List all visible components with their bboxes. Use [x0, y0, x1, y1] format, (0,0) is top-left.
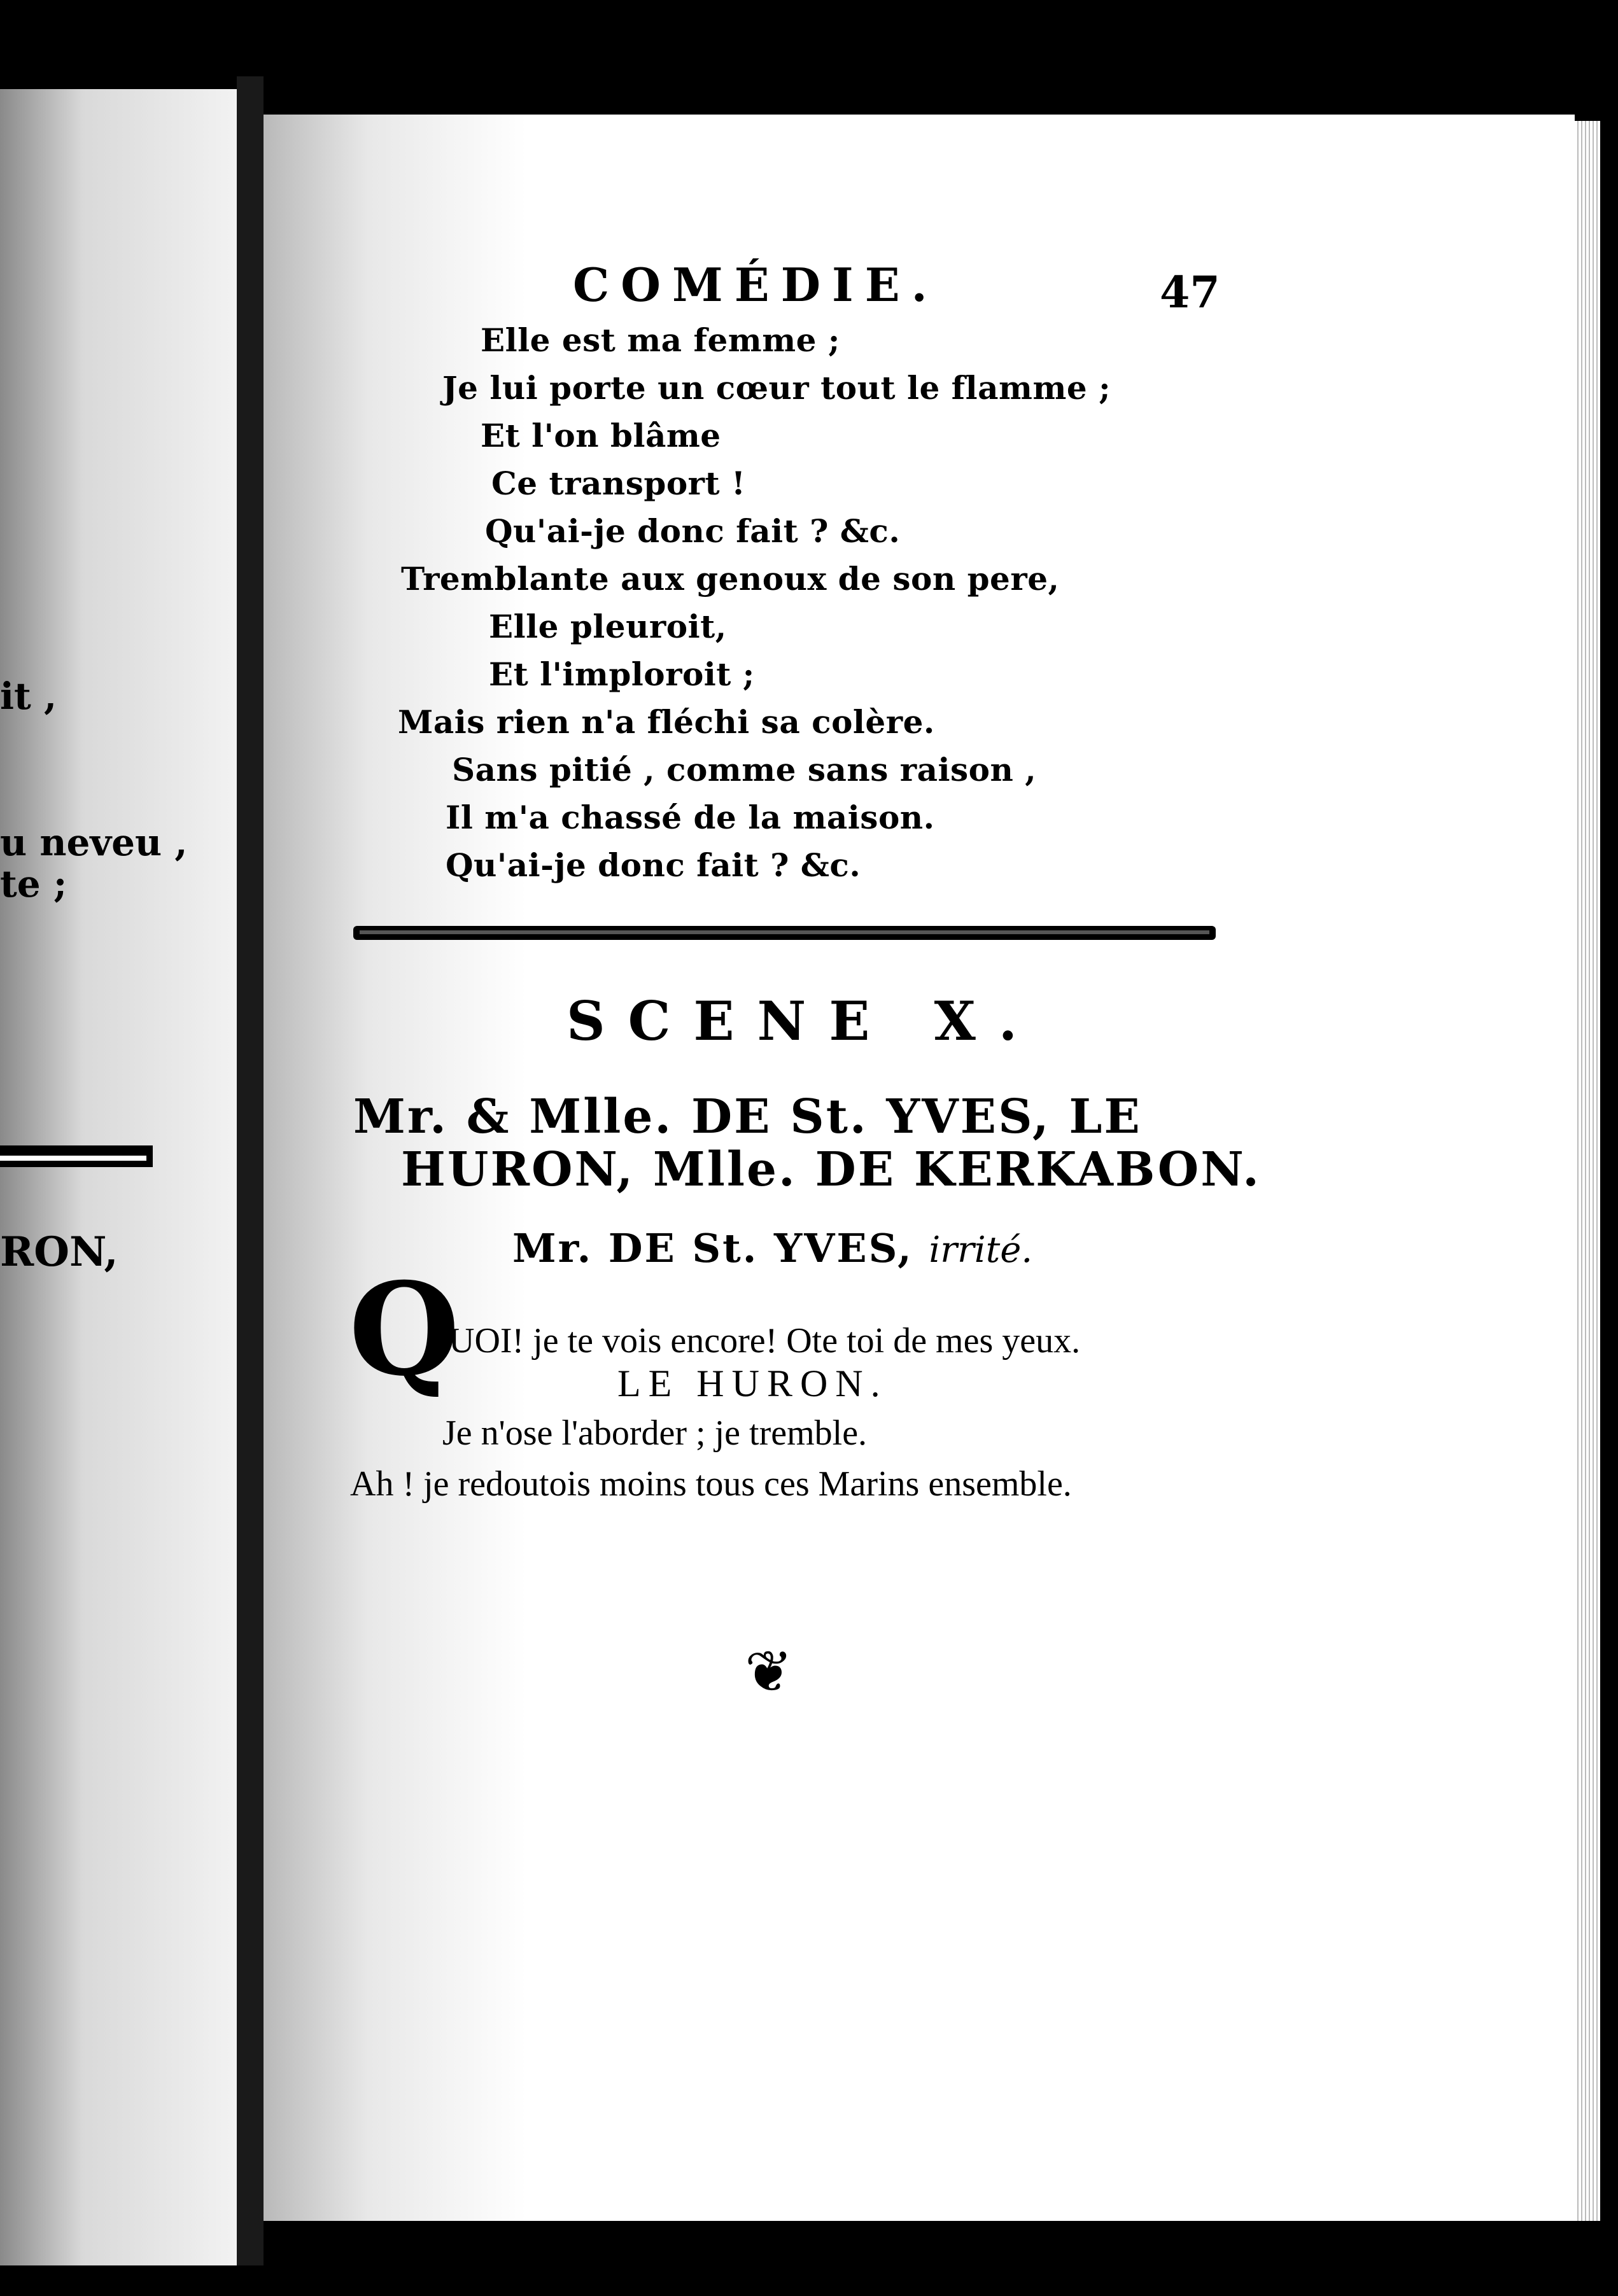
verse-line: Tremblante aux genoux de son pere, [401, 560, 1060, 598]
left-page-fragment: it , [0, 675, 57, 718]
verse-line: Et l'imploroit ; [489, 655, 755, 693]
drop-cap: Q [349, 1255, 460, 1404]
dialogue-line: Je n'ose l'aborder ; je tremble. [442, 1413, 868, 1453]
left-page-fragment: RON, [0, 1228, 118, 1276]
verse-line: Mais rien n'a fléchi sa colère. [398, 703, 935, 741]
speaker-heading [512, 1225, 1032, 1271]
left-facing-page [0, 89, 237, 2265]
left-page-fragment: te ; [0, 862, 67, 906]
verse-line: Qu'ai-je donc fait ? &c. [446, 846, 861, 884]
scene-divider-rule [353, 926, 1216, 940]
verse-line: Ce transport ! [491, 465, 746, 502]
scene-title: SCENE X. [566, 990, 1041, 1053]
fleuron-ornament-icon: ❦ [745, 1639, 793, 1705]
dialogue-line: UOI! je te vois encore! Ote toi de mes yeux. [449, 1321, 1081, 1361]
verse-line: Je lui porte un cœur tout le flamme ; [442, 369, 1111, 407]
cast-list-line: Mr. & Mlle. DE St. YVES, LE [353, 1089, 1142, 1144]
page-number: 47 [1160, 267, 1220, 318]
dialogue-line: Ah ! je redoutois moins tous ces Marins ensemble. [350, 1464, 1072, 1504]
speaker-name: LE HURON. [617, 1362, 888, 1404]
left-page-rule [0, 1145, 153, 1167]
page-edge [1575, 121, 1600, 2221]
running-head: COMÉDIE. [573, 258, 939, 312]
verse-line: Elle est ma femme ; [481, 321, 840, 359]
left-page-fragment: u neveu , [0, 821, 188, 864]
speaker-name: Mr. DE St. YVES, [512, 1225, 913, 1271]
verse-line: Qu'ai-je donc fait ? &c. [485, 512, 901, 550]
book-gutter [237, 76, 264, 2265]
verse-line: Et l'on blâme [481, 417, 721, 454]
stage-direction: irrité. [929, 1229, 1033, 1271]
verse-line: Elle pleuroit, [489, 608, 727, 645]
cast-list-line: HURON, Mlle. DE KERKABON. [401, 1142, 1261, 1197]
verse-line: Sans pitié , comme sans raison , [452, 751, 1037, 788]
verse-line: Il m'a chassé de la maison. [446, 799, 935, 836]
